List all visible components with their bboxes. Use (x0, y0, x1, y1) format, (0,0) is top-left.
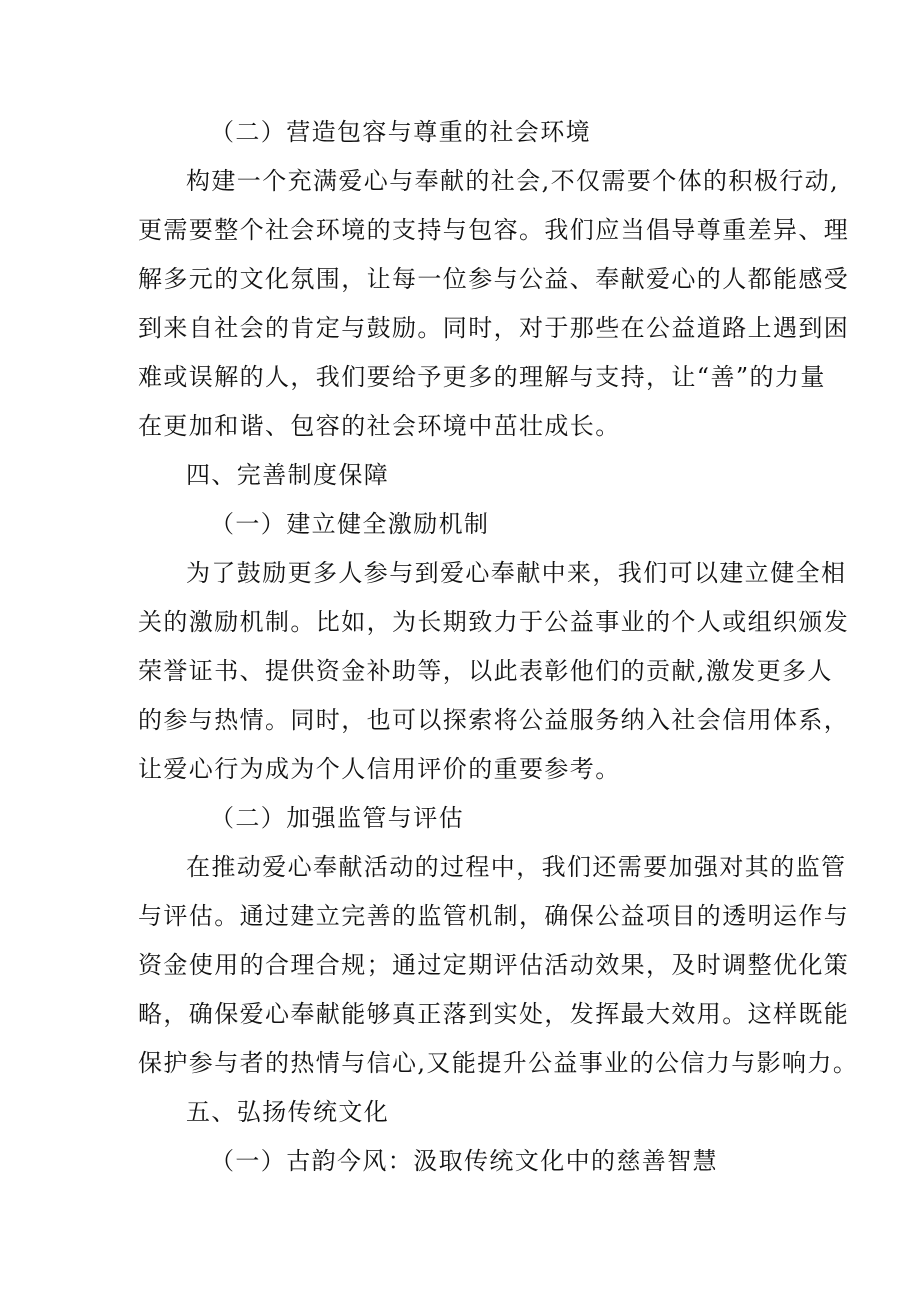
paragraph-line: 让爱心行为成为个人信用评价的重要参考。 (138, 755, 621, 783)
paragraph-line: 难或误解的人，我们要给予更多的理解与支持，让“善”的力量 (138, 363, 826, 391)
section-heading-traditional-culture: 五、弘扬传统文化 (186, 1098, 390, 1126)
subheading-incentive-mechanism: （一）建立健全激励机制 (210, 510, 490, 538)
section-heading-institutional-guarantee: 四、完善制度保障 (186, 461, 390, 489)
subheading-ancient-charm: （一）古韵今风：汲取传统文化中的慈善智慧 (210, 1147, 718, 1175)
paragraph-line: 略，确保爱心奉献能够真正落到实处，发挥最大效用。这样既能 (138, 1000, 850, 1028)
paragraph-line: 为了鼓励更多人参与到爱心奉献中来，我们可以建立健全相 (186, 559, 847, 587)
paragraph-line: 在更加和谐、包容的社会环境中茁壮成长。 (138, 412, 621, 440)
paragraph-line: 与评估。通过建立完善的监管机制，确保公益项目的透明运作与 (138, 902, 850, 930)
paragraph-line: 构建一个充满爱心与奉献的社会,不仅需要个体的积极行动, (186, 167, 840, 195)
paragraph-line: 资金使用的合理合规；通过定期评估活动效果，及时调整优化策 (138, 951, 850, 979)
paragraph-line: 到来自社会的肯定与鼓励。同时，对于那些在公益道路上遇到困 (138, 314, 850, 342)
paragraph-line: 解多元的文化氛围，让每一位参与公益、奉献爱心的人都能感受 (138, 265, 850, 293)
paragraph-line: 保护参与者的热情与信心,又能提升公益事业的公信力与影响力。 (138, 1049, 859, 1077)
paragraph-line: 荣誉证书、提供资金补助等，以此表彰他们的贡献,激发更多人 (138, 657, 833, 685)
subheading-supervision-evaluation: （二）加强监管与评估 (210, 804, 464, 832)
subheading-inclusive-environment: （二）营造包容与尊重的社会环境 (210, 118, 591, 146)
document-page (138, 108, 859, 1186)
paragraph-line: 关的激励机制。比如，为长期致力于公益事业的个人或组织颁发 (138, 608, 850, 636)
paragraph-line: 在推动爱心奉献活动的过程中，我们还需要加强对其的监管 (186, 853, 847, 881)
paragraph-line: 更需要整个社会环境的支持与包容。我们应当倡导尊重差异、理 (138, 216, 850, 244)
paragraph-line: 的参与热情。同时，也可以探索将公益服务纳入社会信用体系， (138, 706, 850, 734)
